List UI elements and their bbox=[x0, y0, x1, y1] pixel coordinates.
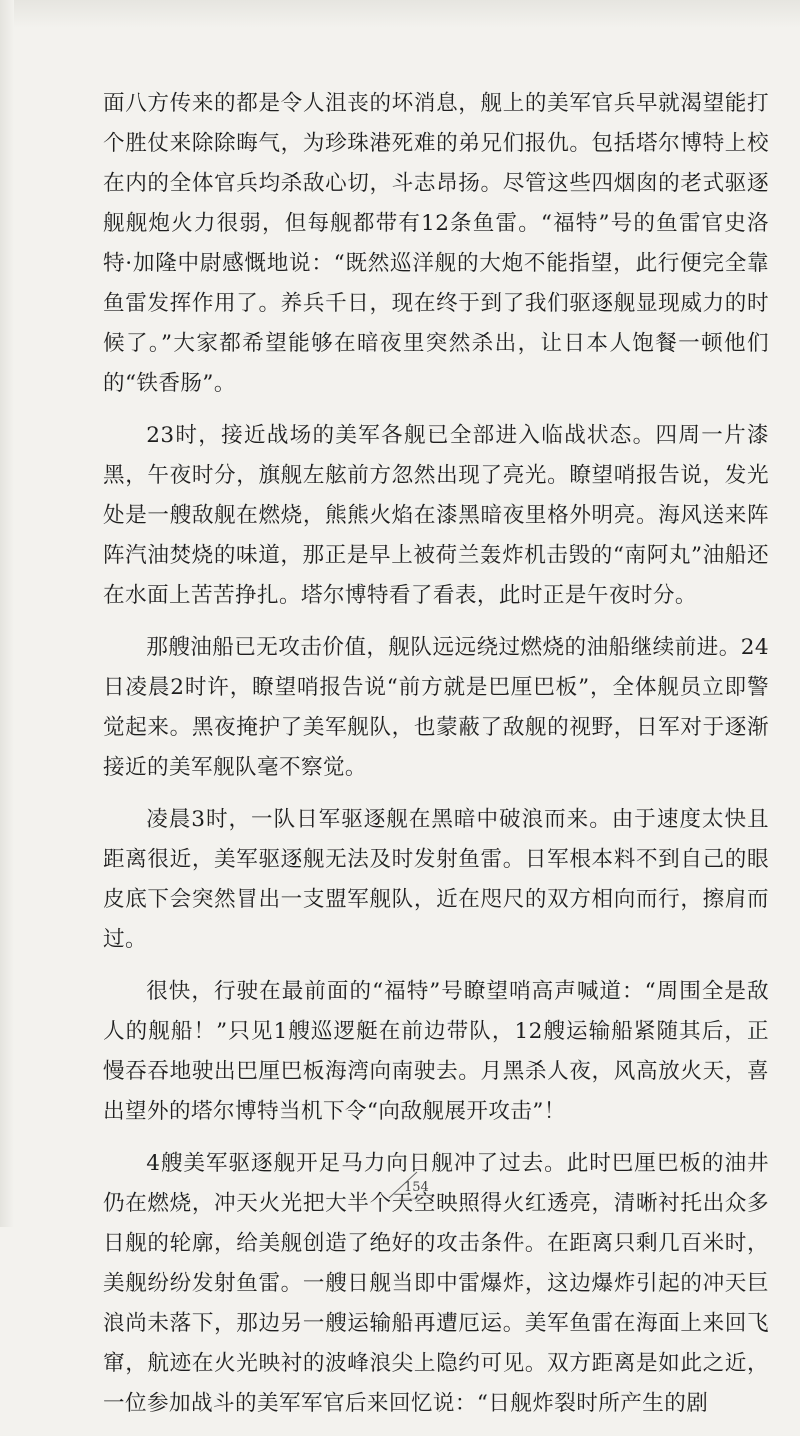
paragraph-continued: 面八方传来的都是令人沮丧的坏消息，舰上的美军官兵早就渴望能打个胜仗来除除晦气，为珍珠港死难的弟兄们报仇。包括塔尔博特上校在内的全体官兵均杀敌心切，斗志昂扬。尽管这些四烟囱的老式驱逐舰舰炮火力很弱，但每舰都带有12条鱼雷。“福特”号的鱼雷官史洛特·加隆中尉感慨地说：“既然巡洋舰的大炮不能指望，此行便完全靠鱼雷发挥作用了。养兵千日，现在终于到了我们驱逐舰显现威力的时候了。”大家都希望能够在暗夜里突然杀出，让日本人饱餐一顿他们的“铁香肠”。 bbox=[103, 91, 769, 396]
scan-edge-top bbox=[0, 0, 800, 28]
paragraph: 4艘美军驱逐舰开足马力向日舰冲了过去。此时巴厘巴板的油井仍在燃烧，冲天火光把大半个天空映照得火红透亮，清晰衬托出众多日舰的轮廓，给美舰创造了绝好的攻击条件。在距离只剩几百米时，美舰纷纷发射鱼雷。一艘日舰当即中雷爆炸，这边爆炸引起的冲天巨浪尚未落下，那边另一艘运输船再遭厄运。美军鱼雷在海面上来回飞窜，航迹在火光映衬的波峰浪尖上隐约可见。双方距离是如此之近，一位参加战斗的美军军官后来回忆说：“日舰炸裂时所产生的剧 bbox=[103, 1151, 769, 1416]
page-body bbox=[103, 84, 769, 1436]
paragraph: 很快，行驶在最前面的“福特”号瞭望哨高声喊道：“周围全是敌人的舰船！”只见1艘巡逻艇在前边带队，12艘运输船紧随其后，正慢吞吞地驶出巴厘巴板海湾向南驶去。月黑杀人夜，风高放火天，喜出望外的塔尔博特当机下令“向敌舰展开攻击”！ bbox=[103, 979, 769, 1124]
scan-edge-left bbox=[0, 0, 14, 1227]
paragraph: 23时，接近战场的美军各舰已全部进入临战状态。四周一片漆黑，午夜时分，旗舰左舷前方忽然出现了亮光。瞭望哨报告说，发光处是一艘敌舰在燃烧，熊熊火焰在漆黑暗夜里格外明亮。海风送来阵阵汽油焚烧的味道，那正是早上被荷兰轰炸机击毁的“南阿丸”油船还在水面上苦苦挣扎。塔尔博特看了看表，此时正是午夜时分。 bbox=[103, 423, 769, 608]
page-footer bbox=[0, 1168, 800, 1208]
paragraph: 凌晨3时，一队日军驱逐舰在黑暗中破浪而来。由于速度太快且距离很近，美军驱逐舰无法及时发射鱼雷。日军根本料不到自己的眼皮底下会突然冒出一支盟军舰队，近在咫尺的双方相向而行，擦肩而过。 bbox=[103, 807, 769, 952]
page-number: 154 bbox=[404, 1180, 429, 1195]
paragraph: 那艘油船已无攻击价值，舰队远远绕过燃烧的油船继续前进。24日凌晨2时许，瞭望哨报告说“前方就是巴厘巴板”，全体舰员立即警觉起来。黑夜掩护了美军舰队，也蒙蔽了敌舰的视野，日军对于逐渐接近的美军舰队毫不察觉。 bbox=[103, 635, 769, 780]
